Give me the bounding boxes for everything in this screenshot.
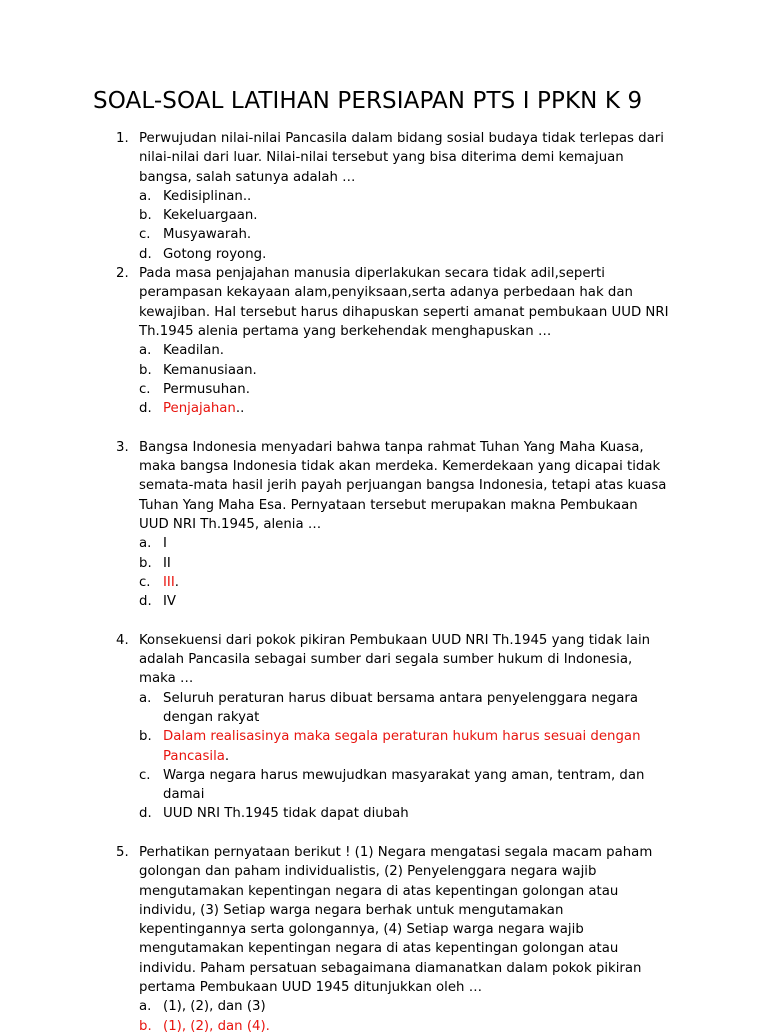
option-letter: b. bbox=[139, 555, 152, 571]
option-letter: c. bbox=[139, 381, 151, 397]
option-letter: d. bbox=[139, 246, 152, 262]
option-letter: d. bbox=[139, 806, 152, 822]
question-1 bbox=[0, 129, 669, 264]
option-c bbox=[139, 380, 669, 399]
option-text: Musyawarah. bbox=[163, 227, 252, 243]
question-3 bbox=[0, 438, 669, 612]
option-letter: c. bbox=[139, 574, 151, 590]
question-text: Konsekuensi dari pokok pikiran Pembukaan UUD NRI Th.1945 yang tidak lain adalah Pancasila sebagai sumber dari segala sumber hukum di Indonesia, maka … bbox=[139, 632, 651, 687]
option-letter: a. bbox=[139, 536, 152, 552]
option-letter: c. bbox=[139, 227, 151, 243]
option-a bbox=[139, 534, 669, 553]
question-number: 3. bbox=[116, 439, 129, 455]
option-letter: a. bbox=[139, 999, 152, 1015]
option-c bbox=[139, 225, 669, 244]
option-letter: c. bbox=[139, 767, 151, 783]
option-text: II bbox=[163, 555, 171, 571]
question-text: Perhatikan pernyataan berikut ! (1) Negara mengatasi segala macam paham golongan dan paham individualistis, (2) Penyelenggara negara wajib mengutamakan kepentingan negara di atas kepentingan golongan atau individu, (3) Setiap warga negara berhak untuk mengutamakan kepentingannya serta golongannya, (4) Setiap warga negara wajib mengutamakan kepentingan negara di atas kepentingan golongan atau individu. Paham persatuan sebagaimana diamanatkan dalam pokok pikiran pertama Pembukaan UUD 1945 ditunjukkan oleh … bbox=[139, 844, 653, 996]
option-text: Keadilan. bbox=[163, 343, 225, 359]
option-letter: a. bbox=[139, 188, 152, 204]
option-text: Gotong royong. bbox=[163, 246, 267, 262]
option-text: I bbox=[163, 536, 167, 552]
option-d bbox=[139, 399, 669, 418]
option-letter: d. bbox=[139, 401, 152, 417]
option-d bbox=[139, 592, 669, 611]
question-2 bbox=[0, 264, 669, 418]
question-number: 1. bbox=[116, 131, 129, 146]
option-c bbox=[139, 766, 669, 805]
option-list bbox=[139, 534, 669, 611]
option-text: . bbox=[224, 748, 230, 764]
question-text: Perwujudan nilai-nilai Pancasila dalam bidang sosial budaya tidak terlepas dari nilai-nilai dari luar. Nilai-nilai tersebut yang bisa diterima demi kemajuan bangsa, salah satunya adalah … bbox=[139, 131, 664, 185]
option-text: . bbox=[174, 574, 179, 590]
option-list bbox=[139, 689, 669, 824]
option-letter: b. bbox=[139, 729, 152, 745]
option-letter: a. bbox=[139, 690, 152, 706]
answer-highlight: Dalam realisasinya maka segala peraturan hukum harus sesuai dengan Pancasila bbox=[163, 729, 641, 764]
option-letter: a. bbox=[139, 343, 152, 359]
option-b bbox=[139, 206, 669, 225]
option-letter: b. bbox=[139, 208, 152, 224]
option-text: Warga negara harus mewujudkan masyarakat yang aman, tentram, dan damai bbox=[163, 767, 645, 803]
question-text: Bangsa Indonesia menyadari bahwa tanpa rahmat Tuhan Yang Maha Kuasa, maka bangsa Indonesia tidak akan merdeka. Kemerdekaan yang dicapai tidak semata-mata hasil jerih payah perjuangan bangsa Indonesia, tetapi atas kuasa Tuhan Yang Maha Esa. Pernyataan tersebut merupakan makna Pembukaan UUD NRI Th.1945, alenia … bbox=[139, 439, 667, 532]
option-c bbox=[139, 573, 669, 592]
option-list bbox=[139, 997, 669, 1036]
question-number: 2. bbox=[116, 266, 129, 282]
question-5 bbox=[0, 843, 669, 1036]
option-b bbox=[139, 554, 669, 573]
option-text: Kekeluargaan. bbox=[163, 208, 258, 224]
option-d bbox=[139, 245, 669, 264]
option-letter: b. bbox=[139, 362, 152, 378]
option-a bbox=[139, 187, 669, 206]
option-a bbox=[139, 997, 669, 1016]
option-b bbox=[139, 361, 669, 380]
answer-highlight: Penjajahan bbox=[163, 401, 236, 417]
document-title: SOAL-SOAL LATIHAN PERSIAPAN PTS I PPKN K 9 bbox=[93, 88, 643, 114]
option-text: (1), (2), dan (3) bbox=[163, 999, 266, 1015]
option-text: Kemanusiaan. bbox=[163, 362, 257, 378]
option-list bbox=[139, 341, 669, 418]
option-text: Seluruh peraturan harus dibuat bersama antara penyelenggara negara dengan rakyat bbox=[163, 690, 639, 725]
answer-highlight: (1), (2), dan (4). bbox=[163, 1018, 270, 1034]
option-text: IV bbox=[163, 594, 177, 610]
answer-highlight: III bbox=[163, 574, 175, 590]
option-d bbox=[139, 804, 669, 823]
option-a bbox=[139, 689, 669, 728]
option-text: UUD NRI Th.1945 tidak dapat diubah bbox=[163, 806, 409, 822]
option-letter: b. bbox=[139, 1018, 152, 1034]
question-number: 5. bbox=[116, 844, 129, 860]
option-a bbox=[139, 341, 669, 360]
question-number: 4. bbox=[116, 632, 129, 648]
option-text: Kedisiplinan.. bbox=[163, 188, 252, 204]
option-list bbox=[139, 187, 669, 264]
option-b bbox=[139, 727, 669, 766]
question-text: Pada masa penjajahan manusia diperlakukan secara tidak adil,seperti perampasan kekayaan alam,penyiksaan,serta adanya perbedaan hak dan kewajiban. Hal tersebut harus dihapuskan seperti amanat pembukaan UUD NRI Th.1945 alenia pertama yang berkehendak menghapuskan … bbox=[139, 266, 669, 339]
option-letter: d. bbox=[139, 594, 152, 610]
question-list bbox=[0, 129, 768, 1036]
option-text: Permusuhan. bbox=[163, 381, 250, 397]
option-text: .. bbox=[235, 401, 245, 417]
question-4 bbox=[0, 631, 669, 824]
option-b bbox=[139, 1017, 669, 1036]
